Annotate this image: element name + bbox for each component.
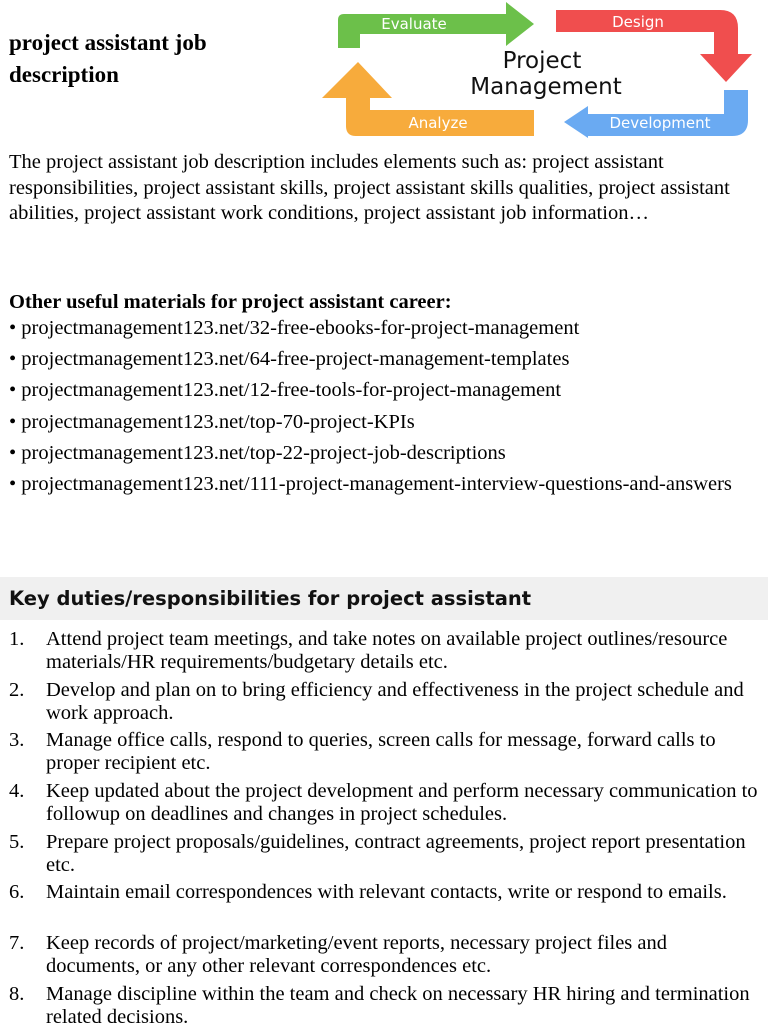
duty-text: Attend project team meetings, and take notes on available project outlines/resource materials/HR requirements/budgetary details etc. <box>46 628 728 673</box>
duty-item <box>9 831 764 882</box>
material-link[interactable]: • projectmanagement123.net/32-free-ebooks-for-project-management <box>9 317 580 339</box>
duty-item <box>9 932 764 983</box>
duty-text: Maintain email correspondences with relevant contacts, write or respond to emails. <box>46 881 727 904</box>
duty-text: Manage office calls, respond to queries, screen calls for message, forward calls to proper recipient etc. <box>46 729 716 775</box>
material-link[interactable]: • projectmanagement123.net/12-free-tools-for-project-management <box>9 379 562 402</box>
duty-text: Develop and plan on to bring efficiency and effectiveness in the project schedule and work approach. <box>46 678 744 724</box>
duty-text: Manage discipline within the team and check on necessary HR hiring and termination related decisions. <box>46 982 750 1028</box>
development-label: Development <box>609 114 711 132</box>
material-link[interactable]: • projectmanagement123.net/64-free-project-management-templates <box>9 348 570 371</box>
analyze-label: Analyze <box>408 114 468 132</box>
page-title: project assistant job description <box>9 30 207 87</box>
intro-paragraph: The project assistant job description includes elements such as: project assistant responsibilities, project assistant skills, project assistant skills qualities, project assistant abilities, project assistant work conditions, project assistant job information… <box>9 151 730 224</box>
duty-item <box>9 881 764 932</box>
duty-text: Keep updated about the project development and perform necessary communication to followup on deadlines and changes in project schedules. <box>46 780 758 826</box>
materials-heading: Other useful materials for project assistant career: <box>9 291 452 313</box>
duties-list <box>9 628 764 1034</box>
duty-item <box>9 729 764 780</box>
duty-number: 1. <box>9 628 25 650</box>
duty-number: 4. <box>9 780 25 803</box>
duty-text: Prepare project proposals/guidelines, contract agreements, project report presentation etc. <box>46 830 746 876</box>
evaluate-label: Evaluate <box>381 15 447 33</box>
duty-item <box>9 780 764 831</box>
duties-heading: Key duties/responsibilities for project assistant <box>9 587 532 610</box>
duties-banner <box>0 577 768 620</box>
material-link[interactable]: • projectmanagement123.net/111-project-management-interview-questions-and-answers <box>9 472 732 495</box>
center-title-line2: Management <box>470 74 622 100</box>
materials-section <box>9 288 764 503</box>
duty-number: 3. <box>9 729 25 752</box>
materials-list <box>9 316 764 497</box>
duty-text: Keep records of project/marketing/event reports, necessary project files and documents, or any other relevant correspondences etc. <box>46 932 668 978</box>
material-link[interactable]: • projectmanagement123.net/top-70-project-KPIs <box>9 410 415 433</box>
duty-item <box>9 628 764 679</box>
duty-number: 2. <box>9 678 25 701</box>
duty-number: 7. <box>9 932 25 955</box>
center-title-line1: Project <box>502 48 582 74</box>
duty-number: 6. <box>9 881 25 904</box>
material-link[interactable]: • projectmanagement123.net/top-22-project-job-descriptions <box>9 441 506 464</box>
project-management-cycle-graphic <box>320 2 768 140</box>
duty-number: 5. <box>9 830 25 853</box>
design-label: Design <box>612 13 664 31</box>
duty-item <box>9 983 764 1034</box>
duty-number: 8. <box>9 982 25 1005</box>
duty-item <box>9 679 764 730</box>
